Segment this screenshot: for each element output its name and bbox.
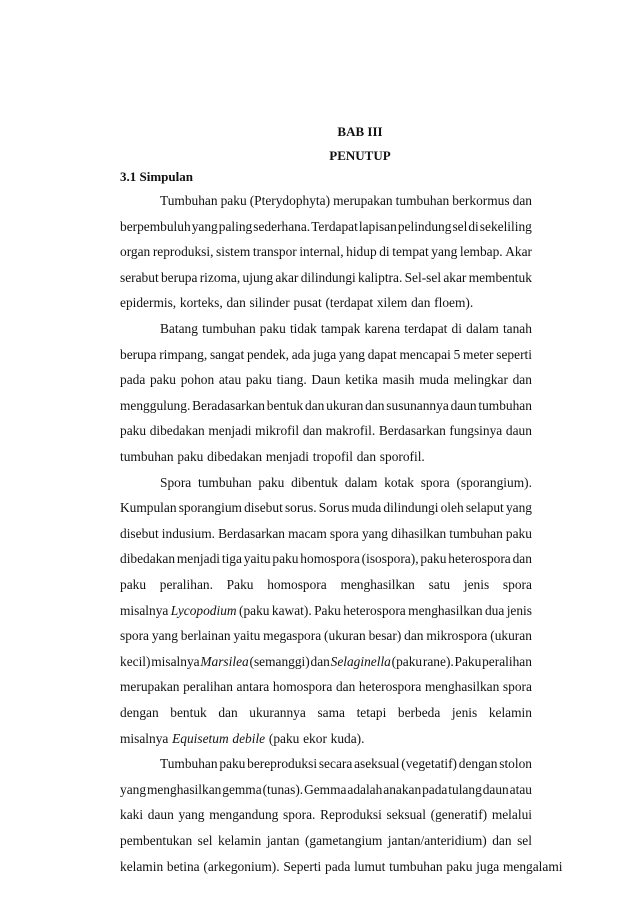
text-line: epidermis, korteks, dan silinder pusat (terdapat xilem dan floem). <box>120 295 474 311</box>
text-line: berpembuluh yang paling sederhana. Terdapat lapisan pelindung sel di sekeliling <box>120 218 532 234</box>
text-line: organ reproduksi, sistem transpor internal, hidup di tempat yang lembap. Akar <box>120 244 532 260</box>
text-line: kelamin betina (arkegonium). Seperti pada lumut tumbuhan paku juga mengalami <box>120 858 563 874</box>
text-line: menggulung. Beradasarkan bentuk dan ukuran dan susunannya daun tumbuhan <box>120 397 532 413</box>
chapter-title: PENUTUP <box>329 148 391 163</box>
text-line: berupa rimpang, sangat pendek, ada juga yang dapat mencapai 5 meter seperti <box>120 346 532 362</box>
chapter-number: BAB III <box>337 124 383 139</box>
text-line: disebut indusium. Berdasarkan macam spora yang dihasilkan tumbuhan paku <box>120 525 532 541</box>
text-line: pada paku pohon atau paku tiang. Daun ketika masih muda melingkar dan <box>120 372 532 388</box>
text-line: pembentukan sel kelamin jantan (gametangium jantan/anteridium) dan sel <box>120 833 532 848</box>
text-line: Spora tumbuhan paku dibentuk dalam kotak spora (sporangium). <box>160 474 532 490</box>
text-line: dibedakan menjadi tiga yaitu paku homospora (isospora), paku heterospora dan <box>120 551 532 567</box>
text-line: spora yang berlainan yaitu megaspora (ukuran besar) dan mikrospora (ukuran <box>120 628 532 644</box>
section-heading: 3.1 Simpulan <box>120 169 193 184</box>
text-line: yang menghasilkan gemma (tunas). Gemma adalah anakan pada tulang daun atau <box>120 781 532 797</box>
text-line: merupakan peralihan antara homospora dan heterospora menghasilkan spora <box>120 679 532 695</box>
text-line: misalnya Lycopodium (paku kawat). Paku heterospora menghasilkan dua jenis <box>120 602 532 618</box>
text-line: Tumbuhan paku (Pterydophyta) merupakan tumbuhan berkormus dan <box>160 193 532 208</box>
text-line: Batang tumbuhan paku tidak tampak karena terdapat di dalam tanah <box>160 321 532 336</box>
text-line: paku peralihan. Paku homospora menghasilkan satu jenis spora <box>120 577 532 592</box>
text-line: misalnya Equisetum debile (paku ekor kuda). <box>120 730 365 746</box>
text-line: serabut berupa rizoma, ujung akar dilindungi kaliptra. Sel-sel akar membentuk <box>120 269 532 285</box>
text-line: Tumbuhan paku bereproduksi secara aseksual (vegetatif) dengan stolon <box>160 756 532 772</box>
text-line: kaki daun yang mengandung spora. Reproduksi seksual (generatif) melalui <box>120 807 532 823</box>
text-line: kecil) misalnya Marsilea (semanggi) dan Selaginella (paku rane). Paku peralihan <box>120 653 532 669</box>
text-line: dengan bentuk dan ukurannya sama tetapi berbeda jenis kelamin <box>120 705 532 720</box>
text-line: Kumpulan sporangium disebut sorus. Sorus muda dilindungi oleh selaput yang <box>120 500 532 516</box>
text-line: tumbuhan paku dibedakan menjadi tropofil dan sporofil. <box>120 449 425 464</box>
text-line: paku dibedakan menjadi mikrofil dan makrofil. Berdasarkan fungsinya daun <box>120 423 532 439</box>
